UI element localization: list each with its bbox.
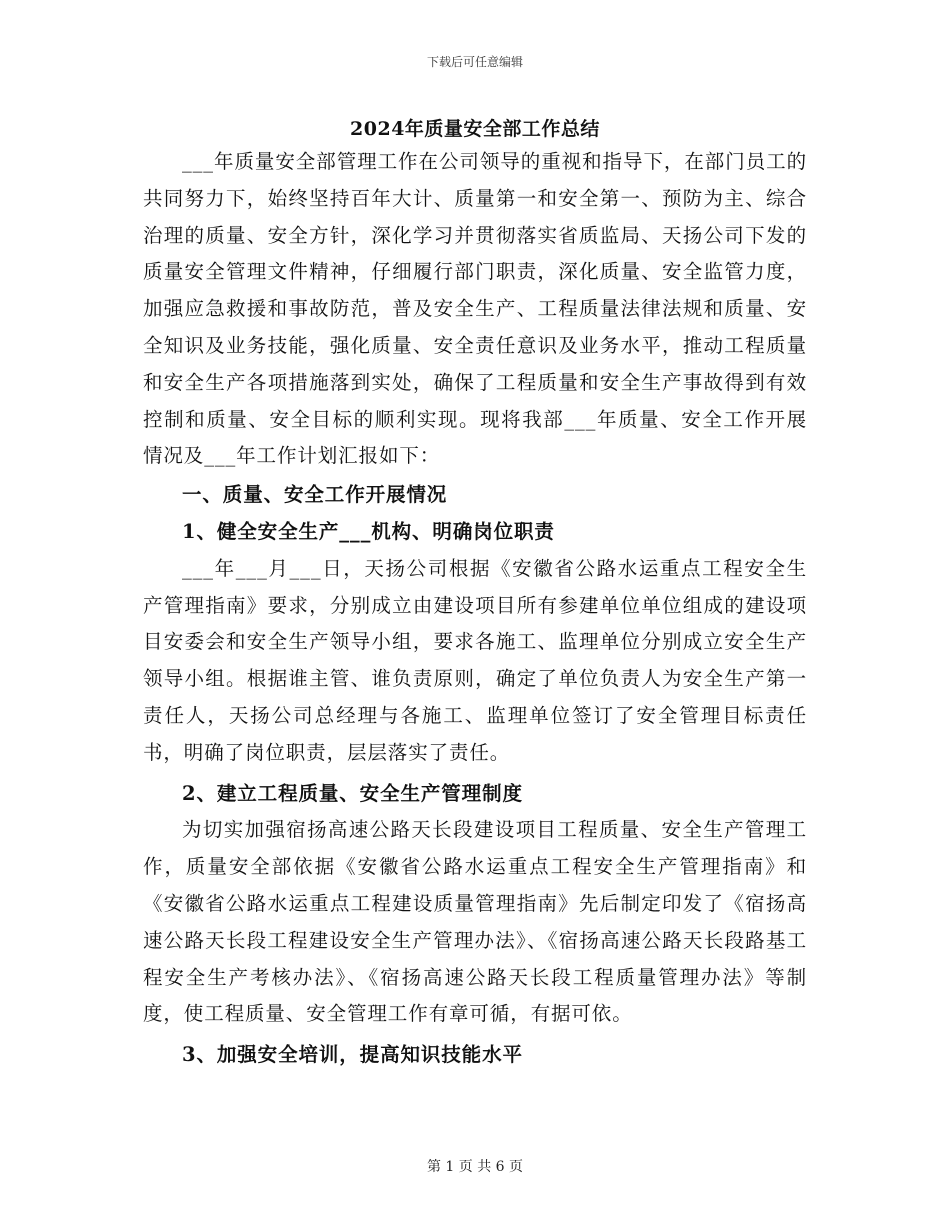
item-1-paragraph: ___年___月___日，天扬公司根据《安徽省公路水运重点工程安全生产管理指南》要求，分别成立由建设项目所有参建单位单位组成的建设项目安委会和安全生产领导小组，要求各施工、监理单位分别成立安全生产领导小组。根据谁主管、谁负责原则，确定了单位负责人为安全生产第一责任人，天扬公司总经理与各施工、监理单位签订了安全管理目标责任书，明确了岗位职责，层层落实了责任。 [143,556,807,764]
item-2-paragraph: 为切实加强宿扬高速公路天长段建设项目工程质量、安全生产管理工作，质量安全部依据《安徽省公路水运重点工程安全生产管理指南》和《安徽省公路水运重点工程建设质量管理指南》先后制定印发了《宿扬高速公路天长段工程建设安全生产管理办法》、《宿扬高速公路天长段路基工程安全生产考核办法》、《宿扬高速公路天长段工程质量管理办法》等制度，使工程质量、安全管理工作有章可循，有据可依。 [143,818,807,1026]
page-footer: 第 1 页 共 6 页 [426,1159,524,1175]
item-3-heading: 3、加强安全培训，提高知识技能水平 [182,1043,523,1067]
section-heading: 一、质量、安全工作开展情况 [182,483,448,507]
item-2-heading: 2、建立工程质量、安全生产管理制度 [182,781,523,805]
document-title: 2024年质量安全部工作总结 [350,118,600,140]
item-1-heading: 1、健全安全生产___机构、明确岗位职责 [182,519,555,543]
intro-paragraph: ___年质量安全部管理工作在公司领导的重视和指导下，在部门员工的共同努力下，始终坚持百年大计、质量第一和安全第一、预防为主、综合治理的质量、安全方针，深化学习并贯彻落实省质监局、天扬公司下发的质量安全管理文件精神，仔细履行部门职责，深化质量、安全监管力度，加强应急救援和事故防范，普及安全生产、工程质量法律法规和质量、安全知识及业务技能，强化质量、安全责任意识及业务水平，推动工程质量和安全生产各项措施落到实处，确保了工程质量和安全生产事故得到有效控制和质量、安全目标的顺利实现。现将我部___年质量、安全工作开展情况及___年工作计划汇报如下： [143,150,807,468]
document-body [143,144,807,1074]
page-header: 下载后可任意编辑 [426,55,523,69]
